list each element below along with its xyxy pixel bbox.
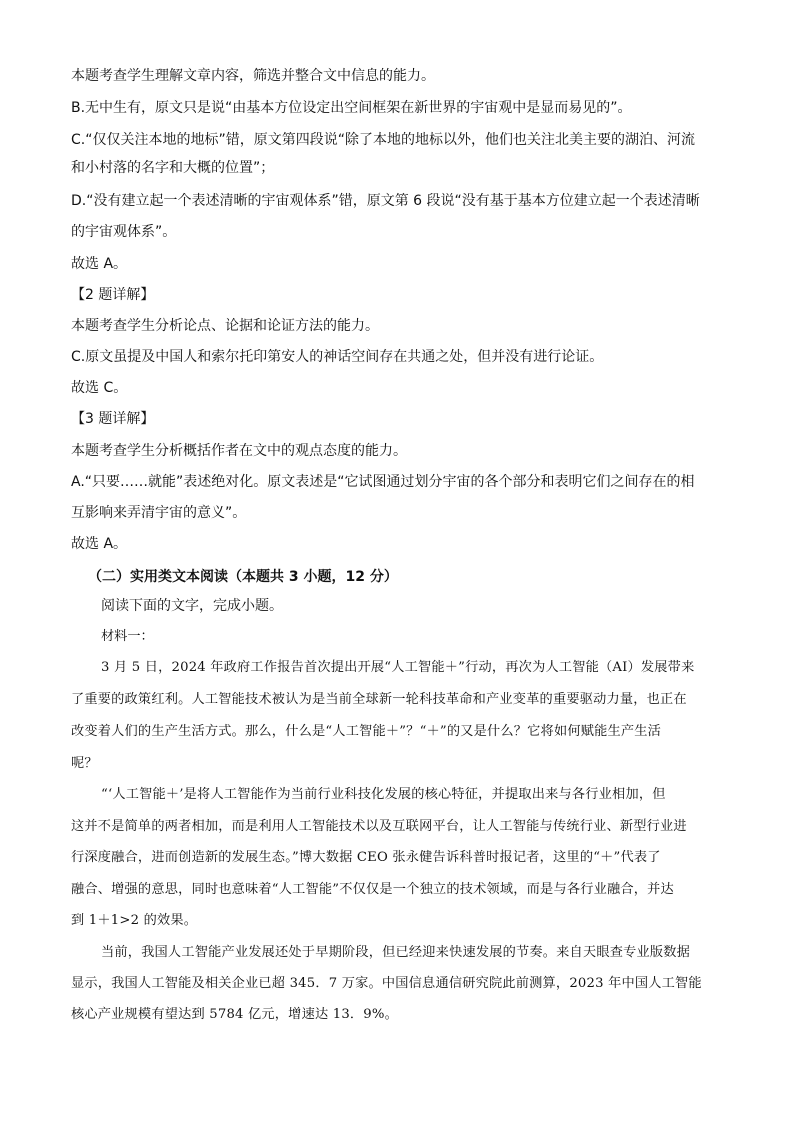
material-line: 这并不是简单的两者相加，而是利用人工智能技术以及互联网平台，让人工智能与传统行业、新型行业进 (71, 819, 687, 834)
text-line: 故选 A。 (71, 536, 128, 552)
material-line: 当前，我国人工智能产业发展还处于早期阶段，但已经迎来快速发展的节奏。来自天眼查专业版数据 (101, 945, 691, 960)
instruction: 阅读下面的文字，完成小题。 (101, 598, 283, 614)
text-line: 本题考查学生分析概括作者在文中的观点态度的能力。 (71, 443, 407, 459)
text-line: B.无中生有，原文只是说“由基本方位设定出空间框架在新世界的宇宙观中是显而易见的”。 (71, 100, 632, 116)
material-line: 核心产业规模有望达到 5784 亿元，增速达 13．9%。 (71, 1007, 399, 1022)
text-line: 和小村落的名字和大概的位置”； (71, 160, 275, 176)
material-line: 显示，我国人工智能及相关企业已超 345．7 万家。中国信息通信研究院此前测算，2023 年中国人工智能 (71, 976, 702, 991)
material-line: 3 月 5 日，2024 年政府工作报告首次提出开展“人工智能＋”行动，再次为人工智能（AI）发展带来 (101, 660, 695, 675)
text-line: C.原文虽提及中国人和索尔托印第安人的神话空间存在共通之处，但并没有进行论证。 (71, 349, 604, 365)
material-line: “‘人工智能＋’是将人工智能作为当前行业科技化发展的核心特征，并提取出来与各行业相加，但 (101, 787, 666, 802)
text-line: 本题考查学生分析论点、论据和论证方法的能力。 (71, 318, 379, 334)
text-line: D.“没有建立起一个表述清晰的宇宙观体系”错，原文第 6 段说“没有基于基本方位建立起一个表述清晰 (71, 193, 700, 209)
text-line: C.“仅仅关注本地的地标”错，原文第四段说“除了本地的地标以外，他们也关注北美主要的湖泊、河流 (71, 132, 695, 148)
material-label: 材料一： (101, 629, 154, 644)
text-line: 的宇宙观体系”。 (71, 224, 177, 240)
material-line: 融合、增强的意思，同时也意味着“人工智能”不仅仅是一个独立的技术领域，而是与各行业融合，并达 (71, 882, 674, 897)
section-heading: 【2 题详解】 (71, 287, 155, 303)
text-line: 本题考查学生理解文章内容，筛选并整合文中信息的能力。 (71, 68, 435, 84)
section-title: （二）实用类文本阅读（本题共 3 小题，12 分） (88, 569, 398, 585)
material-line: 呢？ (71, 756, 98, 771)
text-line: 故选 C。 (71, 380, 128, 396)
material-line: 改变着人们的生产生活方式。那么，什么是“人工智能＋”？“＋”的又是什么？它将如何赋能生产生活 (71, 724, 662, 739)
text-line: 互影响来弄清宇宙的意义”。 (71, 505, 247, 521)
material-line: 了重要的政策红利。人工智能技术被认为是当前全球新一轮科技革命和产业变革的重要驱动力量，也正在 (71, 692, 687, 707)
text-line: A.“只要……就能”表述绝对化。原文表述是“它试图通过划分宇宙的各个部分和表明它们之间存在的相 (71, 474, 695, 490)
material-line: 到 1＋1>2 的效果。 (71, 913, 198, 928)
section-heading: 【3 题详解】 (71, 411, 155, 427)
material-line: 行深度融合，进而创造新的发展生态。”博大数据 CEO 张永健告诉科普时报记者，这里的“＋”代表了 (71, 850, 661, 865)
text-line: 故选 A。 (71, 256, 128, 272)
